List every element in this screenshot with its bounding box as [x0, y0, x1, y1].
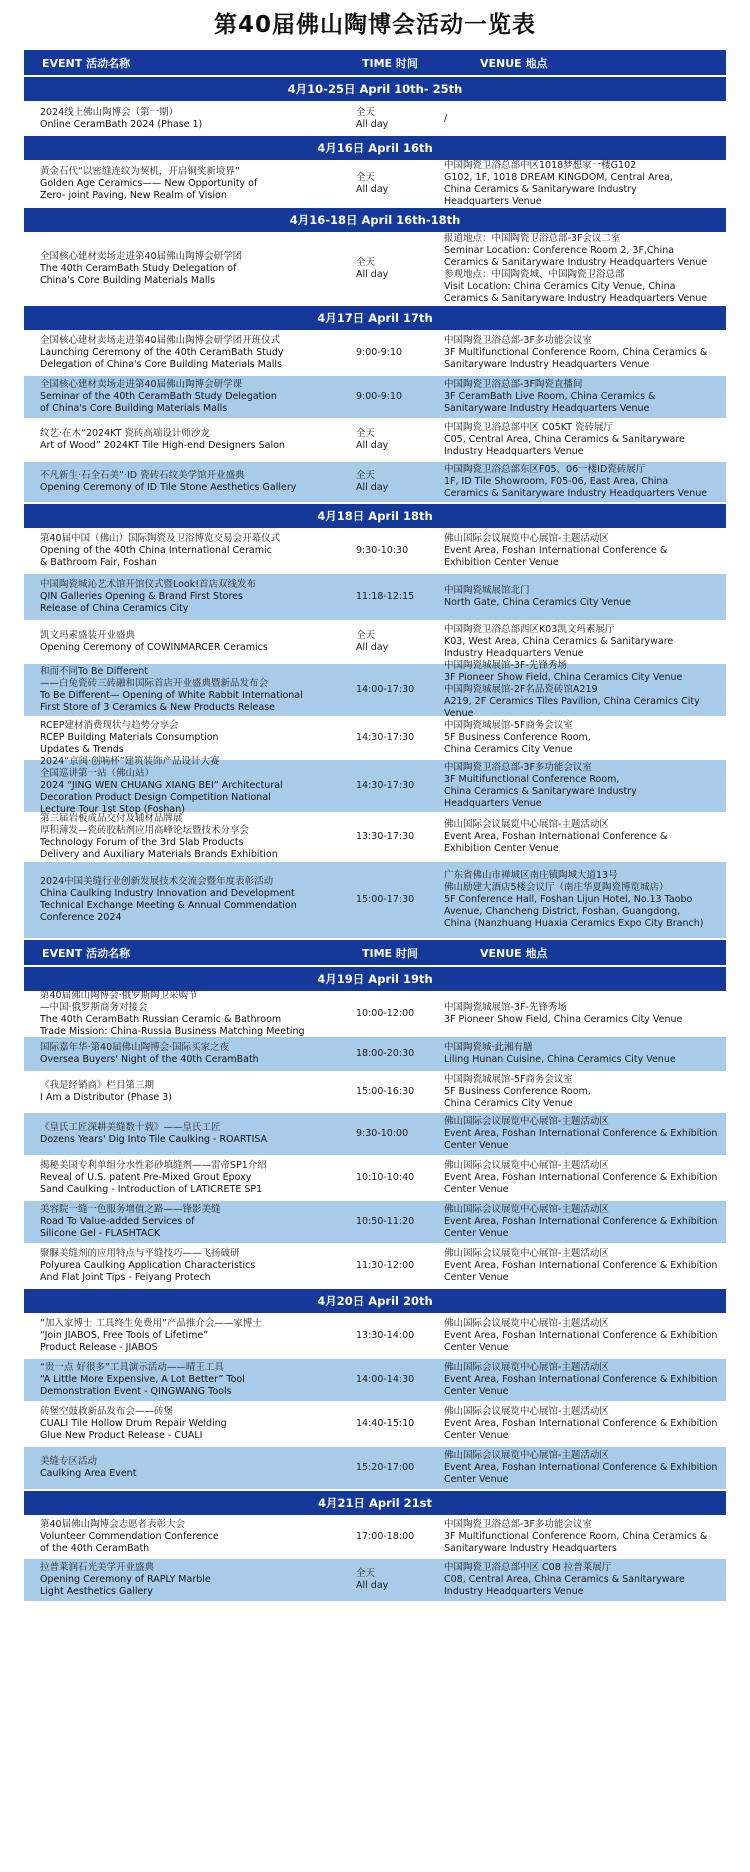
venue-cell [442, 1000, 726, 1028]
venue-text: 佛山国际会议展览中心展馆-主题活动区 Event Area, Foshan International Conference & Exhibition Center Venue [444, 1204, 718, 1239]
venue-text: 中国陶瓷卫浴总部西区K03凯文玛素展厅 K03, West Area, China Ceramics & Sanitaryware Industry Headquarters Venue [444, 624, 674, 659]
event-cell [24, 628, 328, 656]
venue-text: 中国陶瓷卫浴总部-3F多功能会议室 3F Multifunctional Conference Room, China Ceramics & Sanitaryware Industry Headquarters Venue [444, 762, 637, 809]
table-row [24, 756, 726, 815]
venue-text: 佛山国际会议展览中心展馆-主题活动区 Event Area, Foshan International Conference & Exhibition Center Venue [444, 1450, 718, 1485]
time-cell: 10:10-10:40 [356, 1172, 415, 1183]
event-cell [24, 164, 328, 204]
schedule-table [24, 50, 726, 1603]
venue-cell [442, 868, 726, 932]
venue-text: 中国陶瓷卫浴总部-3F多功能会议室 3F Multifunctional Conference Room, China Ceramics & Sanitaryware Industry Headquarters [444, 1519, 708, 1554]
venue-cell [442, 760, 726, 812]
time-cell: 9:30-10:30 [356, 545, 409, 556]
event-cell [24, 1040, 328, 1068]
table-row [24, 530, 726, 574]
venue-cell [442, 231, 726, 307]
venue-cell [442, 622, 726, 662]
event-name-en: Volunteer Commendation Conference of the 40th CeramBath [40, 1531, 219, 1554]
event-cell [24, 1454, 328, 1482]
venue-text: / [444, 112, 448, 124]
venue-text: 中国陶瓷城展馆北门 North Gate, China Ceramics City Venue [444, 585, 631, 608]
event-cell [24, 1202, 328, 1242]
header-time: TIME 时间 [362, 56, 418, 70]
event-name-en: I Am a Distributor (Phase 3) [40, 1092, 172, 1103]
table-row [24, 1447, 726, 1491]
venue-cell [442, 531, 726, 571]
event-name-en: The 40th CeramBath Study Delegation of China's Core Building Materials Malls [40, 263, 237, 286]
date-heading: 4月21日 April 21st [24, 1491, 726, 1517]
table-row [24, 1315, 726, 1359]
time-cell: 全天 All day [356, 106, 389, 130]
venue-text: 报道地点：中国陶瓷卫浴总部-3F会议二室 Seminar Location: Conference Room 2, 3F,China Ceramics & Sanitaryware Industry Headquarters Venue 参观地点：中国陶瓷城、中国陶瓷卫浴总部 Visit Location: China Ceramics City Venue, China Ceramics & Sanitaryware Industry Headquarters Venue [444, 233, 708, 304]
venue-cell [442, 1072, 726, 1112]
time-cell: 10:50-11:20 [356, 1216, 415, 1227]
table-row [24, 1201, 726, 1245]
event-name-zh: 2024线上佛山陶博会（第一期） [40, 106, 179, 118]
event-cell [24, 811, 328, 863]
event-cell [24, 1158, 328, 1198]
time-cell: 14:00-14:30 [356, 1374, 415, 1385]
time-cell: 9:00-9:10 [356, 347, 403, 358]
venue-text: 佛山国际会议展览中心展馆-主题活动区 Event Area, Foshan International Conference & Exhibition Center Venue [444, 1318, 718, 1353]
venue-text: 中国陶瓷卫浴总部-3F陶瓷直播间 3F CeramBath Live Room, China Ceramics & Sanitaryware Industry Headquarters Venue [444, 379, 656, 414]
event-name-en: Launching Ceremony of the 40th CeramBath Study Delegation of China's Core Building Materials Malls [40, 347, 284, 370]
venue-cell [442, 658, 726, 722]
venue-text: 佛山国际会议展览中心展馆-主题活动区 Event Area, Foshan International Conference & Exhibition Center Venue [444, 533, 668, 568]
venue-cell [442, 462, 726, 502]
venue-cell [442, 817, 726, 857]
event-name-zh: 全国核心建材卖场走进第40届佛山陶博会研学课 [40, 379, 243, 390]
event-name-en: “A Little More Expensive, A Lot Better” Tool Demonstration Event - QINGWANG Tools [40, 1374, 245, 1397]
event-name-en: Technology Forum of the 3rd Slab Products Delivery and Auxiliary Materials Brands Exhibition [40, 837, 278, 860]
venue-text: 中国陶瓷卫浴总部中区1018梦想家一楼G102 G102, 1F, 1018 DREAM KINGDOM, Central Area, China Ceramics & Sanitaryware Industry Headquarters Venue [444, 160, 673, 207]
event-cell [24, 1316, 328, 1356]
venue-cell [442, 1316, 726, 1356]
venue-text: 佛山国际会议展览中心展馆-主题活动区 Event Area, Foshan International Conference & Exhibition Center Venue [444, 1248, 718, 1283]
table-row [24, 1559, 726, 1603]
table-row [24, 420, 726, 462]
time-cell: 13:30-17:30 [356, 831, 415, 842]
event-cell [24, 1120, 328, 1148]
event-cell [24, 577, 328, 617]
header-event: EVENT 活动名称 [42, 56, 131, 70]
event-name-zh: 全国核心建材卖场走进第40届佛山陶博会研学团开班仪式 [40, 335, 281, 346]
venue-cell [442, 420, 726, 460]
venue-cell [442, 1246, 726, 1286]
event-cell [24, 1560, 328, 1600]
venue-text: 中国陶瓷卫浴总部中区 C08 拉普莱展厅 C08, Central Area, China Ceramics & Sanitaryware Industry Headquarters Venue [444, 1562, 685, 1597]
event-cell [24, 105, 328, 133]
event-name-en: To Be Different— Opening of White Rabbit International First Store of 3 Ceramics & New Products Release [40, 690, 303, 713]
table-row [24, 862, 726, 940]
event-cell [24, 1246, 328, 1286]
venue-text: 佛山国际会议展览中心展馆-主题活动区 Event Area, Foshan International Conference & Exhibition Center Venue [444, 1160, 718, 1195]
venue-cell [442, 1448, 726, 1488]
header-venue: VENUE 地点 [480, 56, 548, 70]
event-name-zh: “加入家博士 工具终生免费用”产品推介会——家博士 [40, 1318, 262, 1329]
table-header [24, 50, 726, 77]
event-name-zh: 不凡新生·石全石美”·ID 瓷砖石纹美学馆开业盛典 [40, 470, 245, 481]
venue-cell [442, 1040, 726, 1068]
time-cell: 15:20-17:00 [356, 1462, 415, 1473]
event-name-en: 2024 “JING WEN CHUANG XIANG BEI” Architectural Decoration Product Design Competition National Lecture Tour 1st Stop (Foshan) [40, 780, 283, 815]
time-cell: 15:00-17:30 [356, 894, 415, 905]
venue-cell [442, 377, 726, 417]
venue-text: 广东省佛山市禅城区南庄镇陶城大道13号 佛山励建大酒店5楼会议厅（南庄华夏陶瓷博览城店） 5F Conference Hall, Foshan Lijun Hotel, No.13 Taobo Avenue, Chancheng District, Foshan, Guangdong, China (Nanzhuang Huaxia Ceramics Expo City Branch) [444, 870, 704, 929]
event-name-en: Opening Ceremony of RAPLY Marble Light Aesthetics Gallery [40, 1574, 211, 1597]
event-cell [24, 1078, 328, 1106]
venue-cell [442, 1404, 726, 1444]
table-row [24, 814, 726, 862]
event-cell [24, 988, 328, 1040]
date-heading: 4月10-25日 April 10th- 25th [24, 77, 726, 103]
table-row [24, 1517, 726, 1559]
event-name-zh: 凯文玛素盛装开业盛典 [40, 630, 136, 641]
event-name-zh: 纹艺·在木“2024KT 瓷砖高端设计师沙龙 [40, 428, 210, 439]
table-row [24, 103, 726, 136]
event-cell [24, 531, 328, 571]
event-cell [24, 718, 328, 758]
venue-text: 中国陶瓷城·此湘有膳 Liling Hunan Cuisine, China Ceramics City Venue [444, 1042, 676, 1065]
venue-text: 中国陶瓷城展馆-5F商务会议室 5F Business Conference Room, China Ceramics City Venue [444, 720, 591, 755]
table-row [24, 990, 726, 1037]
table-row [24, 1245, 726, 1289]
event-name-zh: 揭秘美国专利单组分水性彩砂填缝剂——雷帝SP1介绍 [40, 1160, 267, 1171]
venue-text: 佛山国际会议展览中心展馆-主题活动区 Event Area, Foshan International Conference & Exhibition Center Venue [444, 1362, 718, 1397]
date-heading: 4月19日 April 19th [24, 967, 726, 993]
venue-cell [442, 1158, 726, 1198]
venue-text: 佛山国际会议展览中心展馆-主题活动区 Event Area, Foshan International Conference & Exhibition Center Venue [444, 1116, 718, 1151]
event-cell [24, 377, 328, 417]
event-name-en: QIN Galleries Opening & Brand First Stores Release of China Ceramics City [40, 591, 243, 614]
header-venue: VENUE 地点 [480, 946, 548, 960]
venue-cell [442, 718, 726, 758]
time-cell: 18:00-20:30 [356, 1048, 415, 1059]
venue-text: 中国陶瓷城展馆-3F-先锋秀场 3F Pioneer Show Field, China Ceramics City Venue [444, 1002, 683, 1025]
event-name-en: Online CeramBath 2024 (Phase 1) [40, 118, 203, 130]
event-name-en: Oversea Buyers' Night of the 40th CeramBath [40, 1054, 259, 1065]
event-name-en: Art of Wood” 2024KT Tile High-end Designers Salon [40, 440, 285, 451]
event-cell [24, 1404, 328, 1444]
event-name-en: Road To Value-added Services of Silicone Gel - FLASHTACK [40, 1216, 195, 1239]
table-row [24, 1359, 726, 1403]
time-cell: 全天 All day [356, 172, 389, 195]
event-name-en: Dozens Years' Dig Into Tile Caulking - ROARTISA [40, 1134, 268, 1145]
venue-cell [442, 1517, 726, 1557]
event-name-en: Golden Age Ceramics—— New Opportunity of Zero- joint Paving, New Realm of Vision [40, 178, 258, 201]
venue-text: 中国陶瓷卫浴总部东区F05、06一楼ID瓷砖展厅 1F, ID Tile Showroom, F05-06, East Area, China Ceramics & Sanitaryware Industry Headquarters Venue [444, 464, 708, 499]
date-heading: 4月16日 April 16th [24, 136, 726, 162]
time-cell: 15:00-16:30 [356, 1086, 415, 1097]
table-row [24, 332, 726, 376]
event-name-en: “Join JIABOS, Free Tools of Lifetime” Product Release - JIABOS [40, 1330, 209, 1353]
event-name-zh: “贵一点 好很多”工具演示活动——晴王工具 [40, 1362, 224, 1373]
event-cell [24, 1360, 328, 1400]
venue-cell [442, 583, 726, 611]
event-name-en: Reveal of U.S. patent Pre-Mixed Grout Epoxy Sand Caulking - Introduction of LATICRETE SP1 [40, 1172, 263, 1195]
event-name-zh: 中国陶瓷城沁艺术馆开馆仪式暨Look!首店双线发布 [40, 579, 257, 590]
event-cell [24, 426, 328, 454]
venue-text: 佛山国际会议展览中心展馆-主题活动区 Event Area, Foshan International Conference & Exhibition Center Venue [444, 1406, 718, 1441]
table-row [24, 376, 726, 420]
event-name-zh: 和而不同To Be Different ——白兔瓷砖三砖融和国际首店开业盛典暨新品发布会 [40, 666, 269, 689]
venue-text: 中国陶瓷卫浴总部中区 C05KT 瓷砖展厅 C05, Central Area, China Ceramics & Sanitaryware Industry Headquarters Venue [444, 422, 685, 457]
event-cell [24, 249, 328, 289]
header-event: EVENT 活动名称 [42, 946, 131, 960]
time-cell: 全天 All day [356, 428, 389, 451]
time-cell: 9:30-10:00 [356, 1128, 409, 1139]
event-name-zh: 全国核心建材卖场走进第40届佛山陶博会研学团 [40, 251, 243, 262]
date-heading: 4月18日 April 18th [24, 504, 726, 530]
table-row [24, 574, 726, 622]
time-cell: 全天 All day [356, 1568, 389, 1591]
event-name-zh: 2024中国美缝行业创新发展技术交流会暨年度表彰活动 [40, 876, 274, 887]
venue-text: 中国陶瓷城展馆-5F商务会议室 5F Business Conference Room, China Ceramics City Venue [444, 1074, 591, 1109]
event-name-en: The 40th CeramBath Russian Ceramic & Bathroom Trade Mission: China-Russia Business Matching Meeting [40, 1014, 305, 1037]
time-cell: 全天 All day [356, 470, 389, 493]
time-cell: 全天 All day [356, 630, 389, 653]
event-name-zh: 《我是经销商》栏目第三期 [40, 1080, 155, 1091]
date-heading: 4月20日 April 20th [24, 1289, 726, 1315]
event-name-zh: 第三届岩板成品交付及辅材品牌展 厚积薄发—瓷砖胶粘剂应用高峰论坛暨技术分享会 [40, 813, 250, 836]
event-name-en: RCEP Building Materials Consumption Updates & Trends [40, 732, 219, 755]
time-cell: 14:40-15:10 [356, 1418, 415, 1429]
venue-cell [442, 111, 726, 127]
event-name-en: Opening Ceremony of COWINMARCER Ceramics [40, 642, 268, 653]
table-row [24, 1157, 726, 1201]
time-cell: 14:30-17:30 [356, 780, 415, 791]
table-row [24, 1073, 726, 1113]
venue-cell [442, 1560, 726, 1600]
date-heading: 4月16-18日 April 16th-18th [24, 208, 726, 234]
table-row [24, 1113, 726, 1157]
event-name-zh: 第40届中国（佛山）国际陶瓷及卫浴博览交易会开幕仪式 [40, 533, 281, 544]
event-name-zh: RCEP建材消费现状与趋势分享会 [40, 720, 179, 731]
event-cell [24, 1517, 328, 1557]
venue-cell [442, 1114, 726, 1154]
event-cell [24, 874, 328, 926]
time-cell: 14:00-17:30 [356, 684, 415, 695]
venue-cell [442, 158, 726, 210]
event-name-en: CUALI Tile Hollow Drum Repair Welding Glue New Product Release - CUALI [40, 1418, 227, 1441]
time-cell: 10:00-12:00 [356, 1008, 415, 1019]
time-cell: 全天 All day [356, 257, 389, 280]
table-row [24, 162, 726, 208]
date-heading: 4月17日 April 17th [24, 306, 726, 332]
table-header-repeat [24, 940, 726, 967]
event-name-zh: 黄金石代“以密缝连纹为契机，开启铜奖新境界” [40, 166, 240, 177]
venue-cell [442, 333, 726, 373]
page-title: 第40届佛山陶博会活动一览表 [213, 12, 536, 38]
event-name-en: Seminar of the 40th CeramBath Study Delegation of China's Core Building Materials Malls [40, 391, 277, 414]
table-row [24, 660, 726, 719]
event-cell [24, 754, 328, 818]
table-row [24, 1403, 726, 1447]
event-name-zh: 2024“京闽·创响杯”建筑装饰产品设计大赛 全国巡讲第一站（佛山站） [40, 756, 220, 779]
event-name-en: China Caulking Industry Innovation and Development Technical Exchange Meeting & Annual Commendation Conference 2024 [40, 888, 297, 923]
event-name-zh: 国际嘉年华·第40届佛山陶博会·国际买家之夜 [40, 1042, 230, 1053]
event-name-zh: 拉普莱润石光美学开业盛典 [40, 1562, 155, 1573]
time-cell: 11:18-12:15 [356, 591, 415, 602]
event-name-en: Opening Ceremony of ID Tile Stone Aesthetics Gallery [40, 482, 297, 493]
event-cell [24, 468, 328, 496]
time-cell: 13:30-14:00 [356, 1330, 415, 1341]
event-name-zh: 聚脲美缝剂的应用特点与平缝技巧——飞扬破研 [40, 1248, 240, 1259]
time-cell: 11:30-12:00 [356, 1260, 415, 1271]
header-time: TIME 时间 [362, 946, 418, 960]
venue-text: 中国陶瓷城展馆-3F-先锋秀场 3F Pioneer Show Field, China Ceramics City Venue 中国陶瓷城展馆-2F名品瓷砖馆A219 A219, 2F Ceramics Tiles Pavilion, China Ceramics City Venue [444, 660, 700, 719]
venue-cell [442, 1202, 726, 1242]
event-cell [24, 664, 328, 716]
event-name-en: Opening of the 40th China International Ceramic & Bathroom Fair, Foshan [40, 545, 272, 568]
event-name-zh: 美缝专区活动 [40, 1456, 98, 1467]
table-row [24, 234, 726, 306]
venue-text: 中国陶瓷卫浴总部-3F多功能会议室 3F Multifunctional Conference Room, China Ceramics & Sanitaryware Industry Headquarters Venue [444, 335, 708, 370]
venue-text: 佛山国际会议展览中心展馆-主题活动区 Event Area, Foshan International Conference & Exhibition Center Venue [444, 819, 668, 854]
event-cell [24, 333, 328, 373]
time-cell: 14:30-17:30 [356, 732, 415, 743]
event-name-zh: 砖堡空鼓救新品发布会——砖堡 [40, 1406, 174, 1417]
table-row [24, 462, 726, 504]
event-name-zh: 第40届佛山陶博会·俄罗斯陶卫采购节 —中国·俄罗斯商务对接会 [40, 990, 198, 1013]
time-cell: 17:00-18:00 [356, 1531, 415, 1542]
event-name-zh: 美容院一缝一色服务增值之路——锋影美缝 [40, 1204, 221, 1215]
event-name-en: Caulking Area Event [40, 1468, 137, 1479]
table-row [24, 1037, 726, 1073]
venue-cell [442, 1360, 726, 1400]
event-name-zh: 第40届佛山陶博会志愿者表彰大会 [40, 1519, 186, 1530]
time-cell: 9:00-9:10 [356, 391, 403, 402]
event-name-zh: 《皇氏工匠深耕美缝数十载》——皇氏工匠 [40, 1122, 221, 1133]
event-name-en: Polyurea Caulking Application Characteristics And Flat Joint Tips - Feiyang Protech [40, 1260, 256, 1283]
